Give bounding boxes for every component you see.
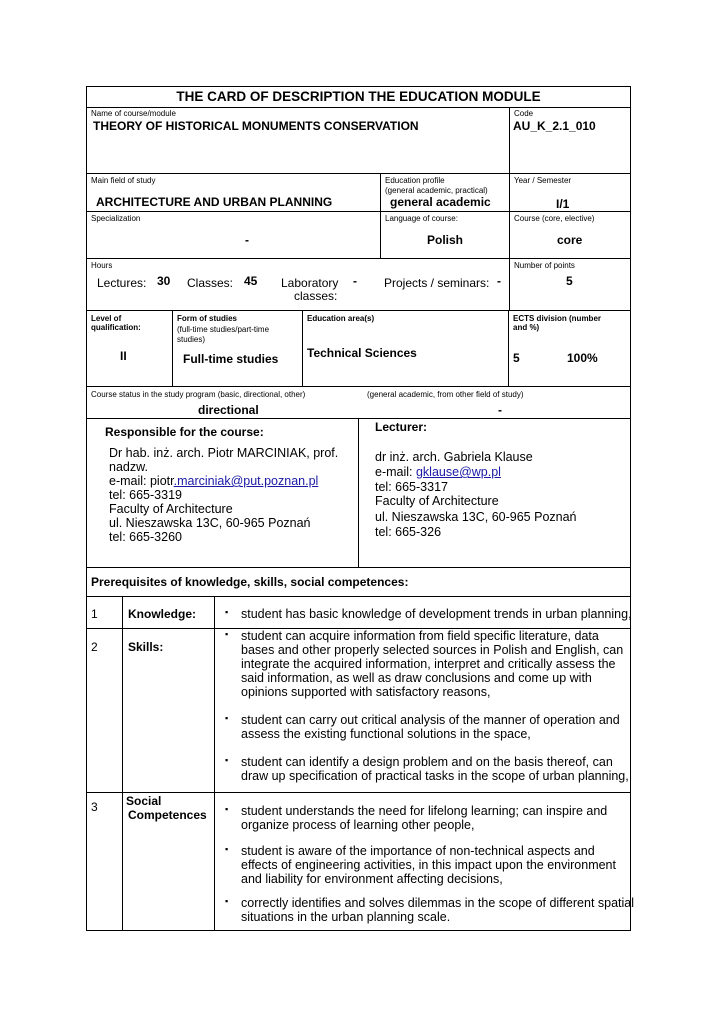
form-sublabel-2: studies) <box>177 335 206 344</box>
bullet-icon: ▪ <box>225 629 229 639</box>
bullet-icon: ▪ <box>225 713 229 723</box>
responsible-email <box>109 474 318 489</box>
language-label: Language of course: <box>385 214 458 223</box>
course-type-value: core <box>557 233 583 247</box>
responsible-name-2: nadzw. <box>109 460 148 474</box>
responsible-heading: Responsible for the course: <box>105 425 264 439</box>
year-semester-label: Year / Semester <box>514 176 572 185</box>
education-profile-label: Education profile <box>385 176 445 185</box>
form-value: Full-time studies <box>183 352 279 366</box>
course-status-value: directional <box>198 403 259 417</box>
responsible-email-prefix: e-mail: piotr <box>109 474 174 488</box>
main-field-label: Main field of study <box>91 176 156 185</box>
projects-value: - <box>497 274 501 288</box>
education-profile-value: general academic <box>390 195 491 209</box>
row-number: 3 <box>91 800 98 814</box>
lecturer-email <box>375 465 501 480</box>
course-code: AU_K_2.1_010 <box>513 119 596 133</box>
course-name: THEORY OF HISTORICAL MONUMENTS CONSERVATION <box>93 119 419 133</box>
form-sublabel: (full-time studies/part-time <box>177 325 270 334</box>
social-item: student is aware of the importance of non-technical aspects and effects of engineering activities, in this impact upon the environment and liability for environment affecting decisions, <box>241 844 616 886</box>
bullet-icon: ▪ <box>225 755 229 765</box>
responsible-tel: tel: 665-3319 <box>109 488 182 502</box>
main-field-value: ARCHITECTURE AND URBAN PLANNING <box>96 195 333 209</box>
social-competences-label-2: Competences <box>128 808 207 822</box>
bullet-icon: ▪ <box>225 607 229 617</box>
language-value: Polish <box>427 233 464 247</box>
lecturer-tel-2: tel: 665-326 <box>375 525 442 539</box>
classes-label: Classes: <box>187 276 234 290</box>
year-semester-value: I/1 <box>556 197 570 211</box>
laboratory-value: - <box>353 274 357 288</box>
education-area-value: Technical Sciences <box>307 346 417 360</box>
course-type-label: Course (core, elective) <box>514 214 595 223</box>
ects-number: 5 <box>513 351 520 365</box>
lecturer-email-link[interactable]: gklause@wp.pl <box>415 465 501 479</box>
responsible-email-link[interactable]: .marciniak@put.poznan.pl <box>173 474 319 488</box>
prerequisites-heading: Prerequisites of knowledge, skills, social competences: <box>91 575 409 589</box>
skills-item: student can identify a design problem and on the basis thereof, can draw up specification of practical tasks in the scope of urban planning, <box>241 755 629 783</box>
education-area-label: Education area(s) <box>307 314 375 323</box>
form-label: Form of studies <box>177 314 238 323</box>
classes-value: 45 <box>244 274 258 288</box>
ects-label-2: and %) <box>513 323 540 332</box>
course-status-value-2: - <box>498 403 502 417</box>
lectures-value: 30 <box>157 274 171 288</box>
row-number: 1 <box>91 607 98 621</box>
ects-percent: 100% <box>567 351 598 365</box>
skills-label: Skills: <box>128 640 164 654</box>
card-title: THE CARD OF DESCRIPTION THE EDUCATION MODULE <box>176 89 541 104</box>
bullet-icon: ▪ <box>225 896 229 906</box>
lecturer-email-prefix: e-mail: <box>375 465 416 479</box>
responsible-faculty: Faculty of Architecture <box>109 502 233 516</box>
lecturer-tel: tel: 665-3317 <box>375 480 448 494</box>
knowledge-item: student has basic knowledge of development trends in urban planning, <box>241 607 632 621</box>
specialization-label: Specialization <box>91 214 141 223</box>
skills-item: student can carry out critical analysis of the manner of operation and assess the existing functional solutions in the space, <box>241 713 620 741</box>
lectures-label: Lectures: <box>97 276 147 290</box>
laboratory-label-2: classes: <box>294 289 338 303</box>
bullet-icon: ▪ <box>225 804 229 814</box>
level-value: II <box>120 349 127 363</box>
projects-label: Projects / seminars: <box>384 276 490 290</box>
social-competences-label: Social <box>126 794 162 808</box>
responsible-tel-2: tel: 665-3260 <box>109 530 182 544</box>
course-status-label-2: (general academic, from other field of study) <box>367 390 524 399</box>
social-item: correctly identifies and solves dilemmas in the scope of different spatial situations in the urban planning scale. <box>241 896 635 924</box>
responsible-address: ul. Nieszawska 13C, 60-965 Poznań <box>109 516 311 530</box>
points-label: Number of points <box>514 261 575 270</box>
course-status-label: Course status in the study program (basic, directional, other) <box>91 390 306 399</box>
lecturer-name: dr inż. arch. Gabriela Klause <box>375 450 533 464</box>
responsible-name: Dr hab. inż. arch. Piotr MARCINIAK, prof. <box>109 446 339 460</box>
row-number: 2 <box>91 640 98 654</box>
knowledge-label: Knowledge: <box>128 607 196 621</box>
bullet-icon: ▪ <box>225 844 229 854</box>
social-item: student understands the need for lifelong learning; can inspire and organize process of learning other people, <box>241 804 608 832</box>
points-value: 5 <box>566 274 573 288</box>
lecturer-faculty: Faculty of Architecture <box>375 494 499 508</box>
education-profile-sublabel: (general academic, practical) <box>385 186 488 195</box>
laboratory-label: Laboratory <box>281 276 339 290</box>
level-label: Level of <box>91 314 122 323</box>
lecturer-address: ul. Nieszawska 13C, 60-965 Poznań <box>375 510 577 524</box>
code-label: Code <box>514 109 534 118</box>
skills-item: student can acquire information from field specific literature, data bases and other properly selected sources in Polish and English, can integrate the acquired information, interpret and critically assess the said information, as well as draw conclusions and come up with opinions supported with satisfactory reasons, <box>241 629 624 699</box>
course-name-label: Name of course/module <box>91 109 176 118</box>
specialization-value: - <box>245 233 249 247</box>
ects-label: ECTS division (number <box>513 314 602 323</box>
lecturer-heading: Lecturer: <box>375 420 428 434</box>
level-label-2: qualification: <box>91 323 141 332</box>
hours-label: Hours <box>91 261 113 270</box>
